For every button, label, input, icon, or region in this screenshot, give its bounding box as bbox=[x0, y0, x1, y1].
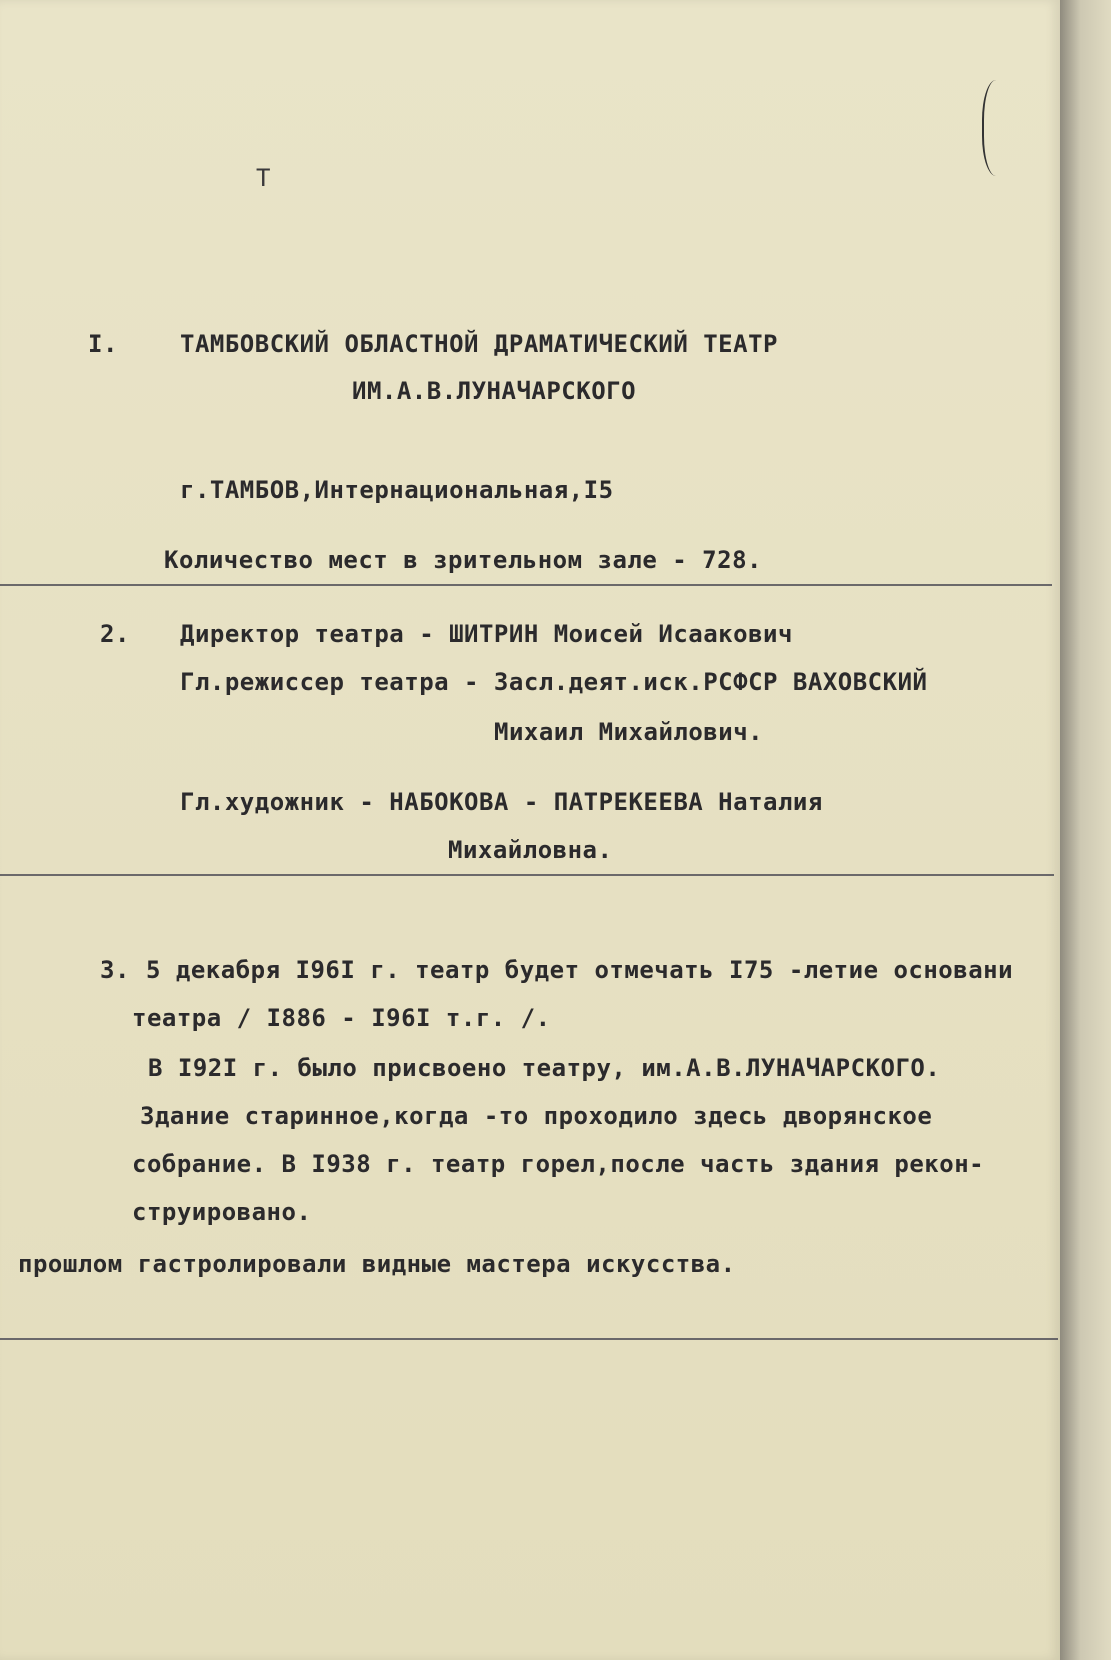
section1-number: I. bbox=[88, 330, 118, 358]
theatre-name-line2: ИМ.А.В.ЛУНАЧАРСКОГО bbox=[352, 377, 637, 405]
handwritten-bracket-mark bbox=[982, 80, 1006, 176]
chief-director-line2: Михаил Михайлович. bbox=[494, 718, 764, 746]
theatre-address: г.ТАМБОВ,Интернациональная,I5 bbox=[180, 476, 614, 504]
section3-line1: 5 декабря I96I г. театр будет отмечать I75 -летие основани bbox=[146, 956, 1014, 984]
theatre-name-line1: ТАМБОВСКИЙ ОБЛАСТНОЙ ДРАМАТИЧЕСКИЙ ТЕАТР bbox=[180, 330, 778, 358]
section2-number: 2. bbox=[100, 620, 130, 648]
section3-line7: прошлом гастролировали видные мастера искусства. bbox=[18, 1250, 736, 1278]
header-letter: Т bbox=[256, 164, 271, 192]
divider-line bbox=[0, 1338, 1058, 1340]
page-edge bbox=[1060, 0, 1111, 1660]
divider-line bbox=[0, 584, 1052, 586]
section3-line2: театра / I886 - I96I т.г. /. bbox=[132, 1004, 551, 1032]
artist-line2: Михайловна. bbox=[448, 836, 613, 864]
section3-number: 3. bbox=[100, 956, 130, 984]
chief-director-line1: Гл.режиссер театра - Засл.деят.иск.РСФСР ВАХОВСКИЙ bbox=[180, 668, 928, 696]
director-line: Директор театра - ШИТРИН Моисей Исаакович bbox=[180, 620, 793, 648]
section3-line5: собрание. В I938 г. театр горел,после часть здания рекон- bbox=[132, 1150, 985, 1178]
section3-line3: В I92I г. было присвоено театру, им.А.В.ЛУНАЧАРСКОГО. bbox=[148, 1054, 941, 1082]
artist-line1: Гл.художник - НАБОКОВА - ПАТРЕКЕЕВА Наталия bbox=[180, 788, 823, 816]
section3-line4: Здание старинное,когда -то проходило здесь дворянское bbox=[140, 1102, 933, 1130]
divider-line bbox=[0, 874, 1054, 876]
section3-line6: струировано. bbox=[132, 1198, 312, 1226]
seat-count: Количество мест в зрительном зале - 728. bbox=[164, 546, 762, 574]
